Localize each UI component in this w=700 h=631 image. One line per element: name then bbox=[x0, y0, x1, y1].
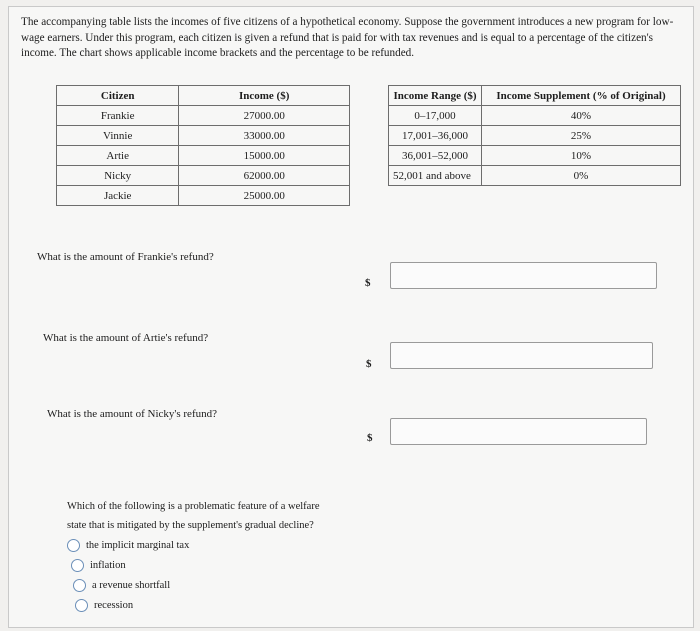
citizen-name: Vinnie bbox=[57, 126, 179, 146]
income-range: 36,001–52,000 bbox=[389, 146, 482, 166]
currency-symbol: $ bbox=[365, 277, 371, 289]
citizen-income: 25000.00 bbox=[179, 186, 350, 206]
citizen-income: 33000.00 bbox=[179, 126, 350, 146]
option-label: a revenue shortfall bbox=[92, 579, 171, 591]
question-stem: Which of the following is a problematic feature of a welfare state that is mitigated by the supplement's gradual decline? bbox=[67, 501, 320, 531]
supplement-percent: 10% bbox=[482, 146, 681, 166]
radio-button[interactable] bbox=[73, 579, 86, 592]
currency-symbol: $ bbox=[367, 432, 373, 444]
radio-button[interactable] bbox=[71, 559, 84, 572]
intro-paragraph: The accompanying table lists the incomes of five citizens of a hypothetical economy. Suppose the government introduces a new program for low-wage earners. Under this program, each citizen is given a refund that is paid for with tax revenues and is equal to a percentage of the citizen's income. The chart shows applicable income brackets and the percentage to be refunded. bbox=[21, 16, 674, 60]
option-recession[interactable] bbox=[75, 595, 327, 615]
citizen-name: Jackie bbox=[57, 186, 179, 206]
question-frankie-refund: What is the amount of Frankie's refund? bbox=[37, 251, 214, 263]
option-revenue-shortfall[interactable] bbox=[73, 575, 327, 595]
table-row bbox=[57, 166, 350, 186]
table-header-row bbox=[57, 86, 350, 106]
supplement-percent: 25% bbox=[482, 126, 681, 146]
citizen-name: Artie bbox=[57, 146, 179, 166]
nicky-refund-input[interactable] bbox=[390, 418, 647, 445]
table-row bbox=[389, 166, 681, 186]
option-label: the implicit marginal tax bbox=[86, 539, 190, 551]
supplement-percent: 0% bbox=[482, 166, 681, 186]
citizen-income: 15000.00 bbox=[179, 146, 350, 166]
table-row bbox=[389, 146, 681, 166]
column-header: Income Range ($) bbox=[389, 86, 482, 106]
column-header: Citizen bbox=[57, 86, 179, 106]
radio-button[interactable] bbox=[67, 539, 80, 552]
question-artie-refund: What is the amount of Artie's refund? bbox=[43, 332, 209, 344]
welfare-question bbox=[67, 497, 327, 615]
income-range: 52,001 and above bbox=[389, 166, 482, 186]
income-range: 0–17,000 bbox=[389, 106, 482, 126]
citizens-table bbox=[56, 85, 350, 206]
table-row bbox=[389, 126, 681, 146]
option-implicit-marginal-tax[interactable] bbox=[67, 535, 327, 555]
worksheet-page bbox=[8, 6, 694, 628]
supplement-percent: 40% bbox=[482, 106, 681, 126]
column-header: Income Supplement (% of Original) bbox=[482, 86, 681, 106]
option-label: recession bbox=[94, 599, 134, 611]
table-row bbox=[57, 186, 350, 206]
option-label: inflation bbox=[90, 559, 126, 571]
table-row bbox=[57, 106, 350, 126]
currency-symbol: $ bbox=[366, 358, 372, 370]
table-row bbox=[57, 146, 350, 166]
option-inflation[interactable] bbox=[71, 555, 327, 575]
table-row bbox=[389, 106, 681, 126]
radio-button[interactable] bbox=[75, 599, 88, 612]
column-header: Income ($) bbox=[179, 86, 350, 106]
question-nicky-refund: What is the amount of Nicky's refund? bbox=[47, 408, 217, 420]
table-header-row bbox=[389, 86, 681, 106]
citizen-name: Nicky bbox=[57, 166, 179, 186]
income-range: 17,001–36,000 bbox=[389, 126, 482, 146]
artie-refund-input[interactable] bbox=[390, 342, 653, 369]
citizen-income: 27000.00 bbox=[179, 106, 350, 126]
frankie-refund-input[interactable] bbox=[390, 262, 657, 289]
table-row bbox=[57, 126, 350, 146]
citizen-income: 62000.00 bbox=[179, 166, 350, 186]
income-brackets-table bbox=[388, 85, 681, 186]
citizen-name: Frankie bbox=[57, 106, 179, 126]
